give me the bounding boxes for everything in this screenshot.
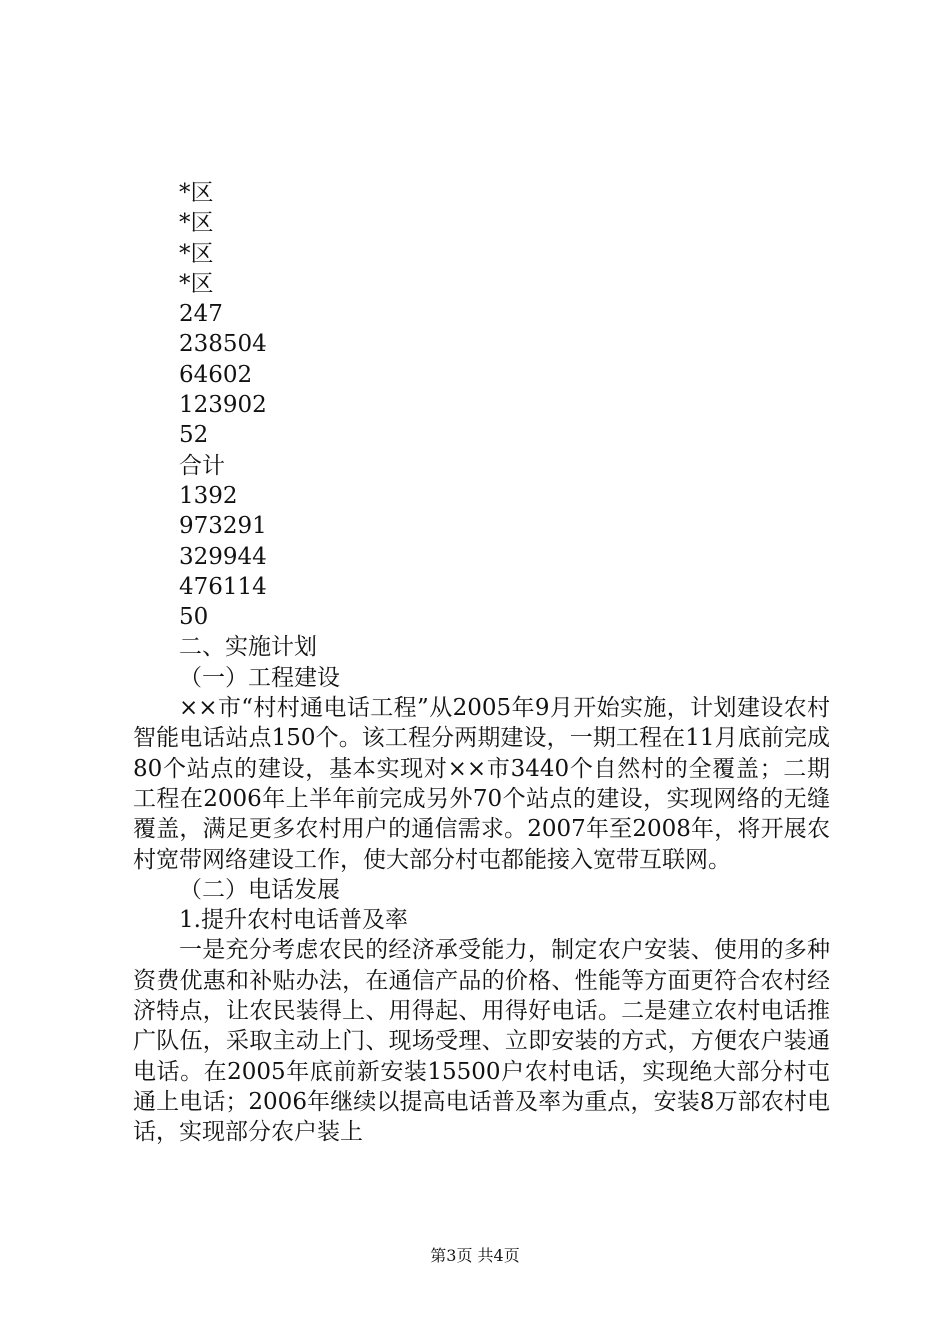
- paragraph: 一是充分考虑农民的经济承受能力，制定农户安装、使用的多种资费优惠和补贴办法，在通信产品的价格、性能等方面更符合农村经济特点，让农民装得上、用得起、用得好电话。二是建立农村电话推广队伍，采取主动上门、现场受理、立即安装的方式，方便农户装通电话。在2005年底前新安装15500户农村电话，实现绝大部分村屯通上电话；2006年继续以提高电话普及率为重点，安装8万部农村电话，实现部分农户装上: [133, 937, 830, 1146]
- page-footer: 第3页 共4页: [430, 1246, 520, 1265]
- item-heading: 1.提升农村电话普及率: [179, 907, 408, 934]
- list-line: *区: [179, 180, 214, 206]
- list-line: 123902: [179, 392, 267, 419]
- list-line: 247: [179, 301, 223, 328]
- list-line: 973291: [179, 513, 267, 540]
- subsection-heading: （一）工程建设: [179, 664, 340, 691]
- list-line: 合计: [179, 452, 225, 479]
- paragraph: ××市“村村通电话工程”从2005年9月开始实施，计划建设农村智能电话站点150个。该工程分两期建设，一期工程在11月底前完成80个站点的建设，基本实现对××市3440个自然村的全覆盖；二期工程在2006年上半年前完成另外70个站点的建设，实现网络的无缝覆盖，满足更多农村用户的通信需求。2007年至2008年，将开展农村宽带网络建设工作，使大部分村屯都能接入宽带互联网。: [133, 695, 830, 873]
- list-line: 1392: [179, 482, 238, 509]
- section-heading: 二、实施计划: [179, 634, 317, 661]
- list-line: 64602: [179, 361, 253, 388]
- list-line: 52: [179, 422, 209, 449]
- list-line: 50: [179, 604, 209, 631]
- list-line: 238504: [179, 331, 267, 358]
- list-line: 329944: [179, 543, 267, 570]
- list-line: *区: [179, 270, 214, 297]
- list-line: *区: [179, 210, 214, 237]
- list-line: *区: [179, 240, 214, 267]
- list-line: 476114: [179, 573, 267, 600]
- subsection-heading: （二）电话发展: [179, 876, 340, 903]
- document-body: [133, 178, 830, 1148]
